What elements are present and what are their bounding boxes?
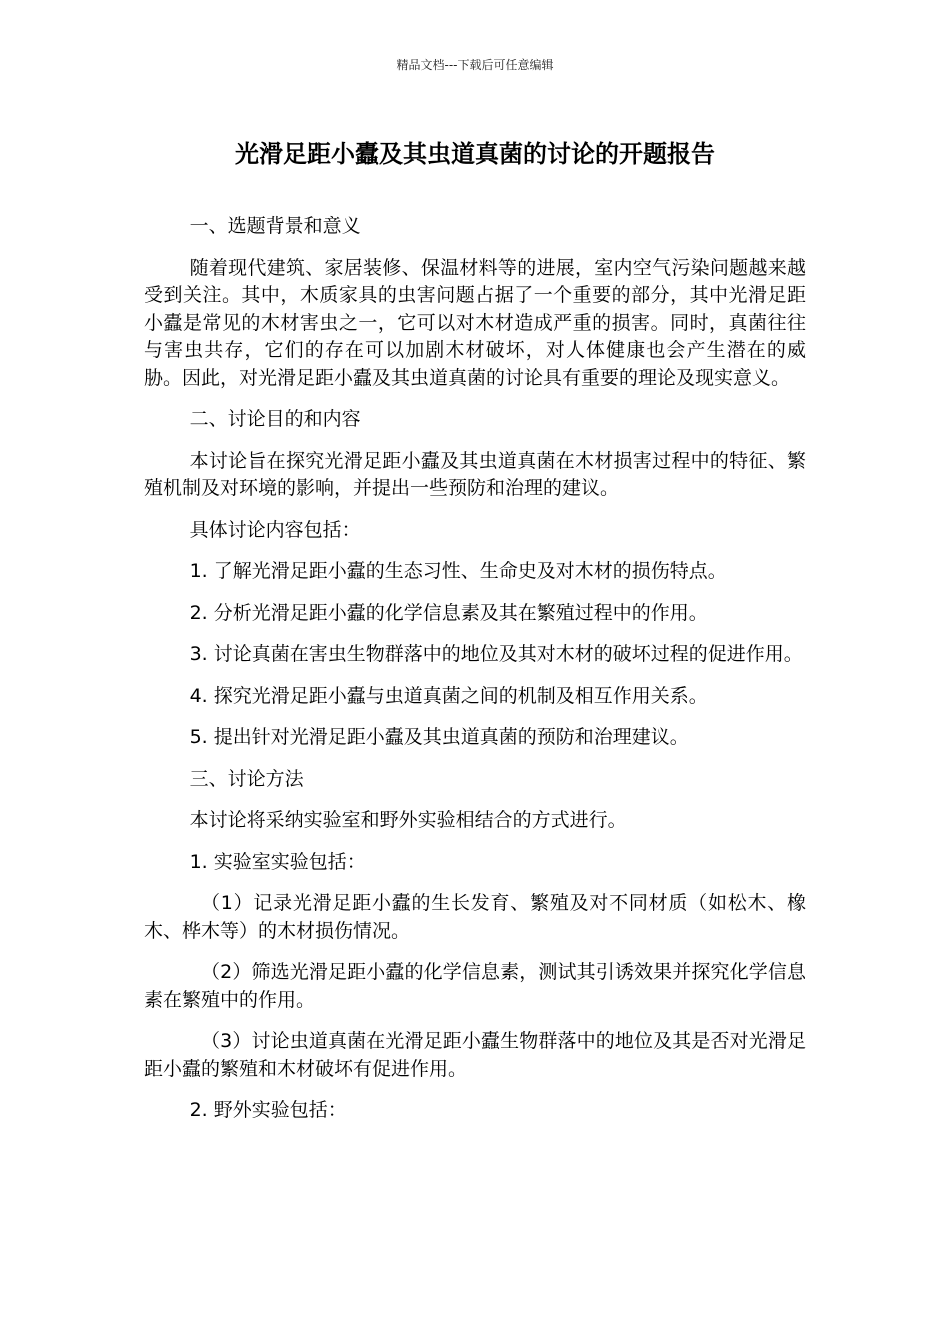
paragraph-background: 随着现代建筑、家居装修、保温材料等的进展，室内空气污染问题越来越受到关注。其中，木质家具的虫害问题占据了一个重要的部分，其中光滑足距小蠹是常见的木材害虫之一，它可以对木材造成严重的损害。同时，真菌往往与害虫共存，它们的存在可以加剧木材破坏，对人体健康也会产生潜在的威胁。因此，对光滑足距小蠹及其虫道真菌的讨论具有重要的理论及现实意义。 (144, 256, 806, 389)
paragraph-content-intro: 具体讨论内容包括： (189, 518, 361, 541)
paragraph-methods: 本讨论将采纳实验室和野外实验相结合的方式进行。 (189, 809, 627, 831)
sub-item-lab-1: （1）记录光滑足距小蠹的生长发育、繁殖及对不同材质（如松木、橡木、桦木等）的木材损伤情况。 (144, 892, 806, 942)
sub-item-lab-2: （2）筛选光滑足距小蠹的化学信息素，测试其引诱效果并探究化学信息素在繁殖中的作用。 (144, 961, 806, 1011)
list-item-content-2: 2. 分析光滑足距小蠹的化学信息素及其在繁殖过程中的作用。 (189, 601, 708, 624)
document-title: 光滑足距小蠹及其虫道真菌的讨论的开题报告 (235, 140, 715, 168)
header-watermark: 精品文档---下载后可任意编辑 (396, 58, 554, 72)
list-item-content-3: 3. 讨论真菌在害虫生物群落中的地位及其对木材的破坏过程的促进作用。 (189, 643, 803, 665)
paragraph-purpose: 本讨论旨在探究光滑足距小蠹及其虫道真菌在木材损害过程中的特征、繁殖机制及对环境的影响，并提出一些预防和治理的建议。 (144, 449, 806, 499)
section-heading-purpose: 二、讨论目的和内容 (189, 408, 361, 430)
list-item-content-5: 5. 提出针对光滑足距小蠹及其虫道真菌的预防和治理建议。 (189, 726, 689, 748)
section-heading-background: 一、选题背景和意义 (189, 215, 361, 237)
list-item-lab: 1. 实验室实验包括： (189, 850, 366, 873)
sub-item-lab-3: （3）讨论虫道真菌在光滑足距小蠹生物群落中的地位及其是否对光滑足距小蠹的繁殖和木材破坏有促进作用。 (144, 1030, 806, 1080)
document-body (144, 213, 806, 1139)
section-heading-methods: 三、讨论方法 (189, 767, 304, 790)
list-item-content-1: 1. 了解光滑足距小蠹的生态习性、生命史及对木材的损伤特点。 (189, 560, 727, 582)
list-item-field: 2. 野外实验包括： (189, 1099, 347, 1121)
list-item-content-4: 4. 探究光滑足距小蠹与虫道真菌之间的机制及相互作用关系。 (189, 684, 708, 707)
